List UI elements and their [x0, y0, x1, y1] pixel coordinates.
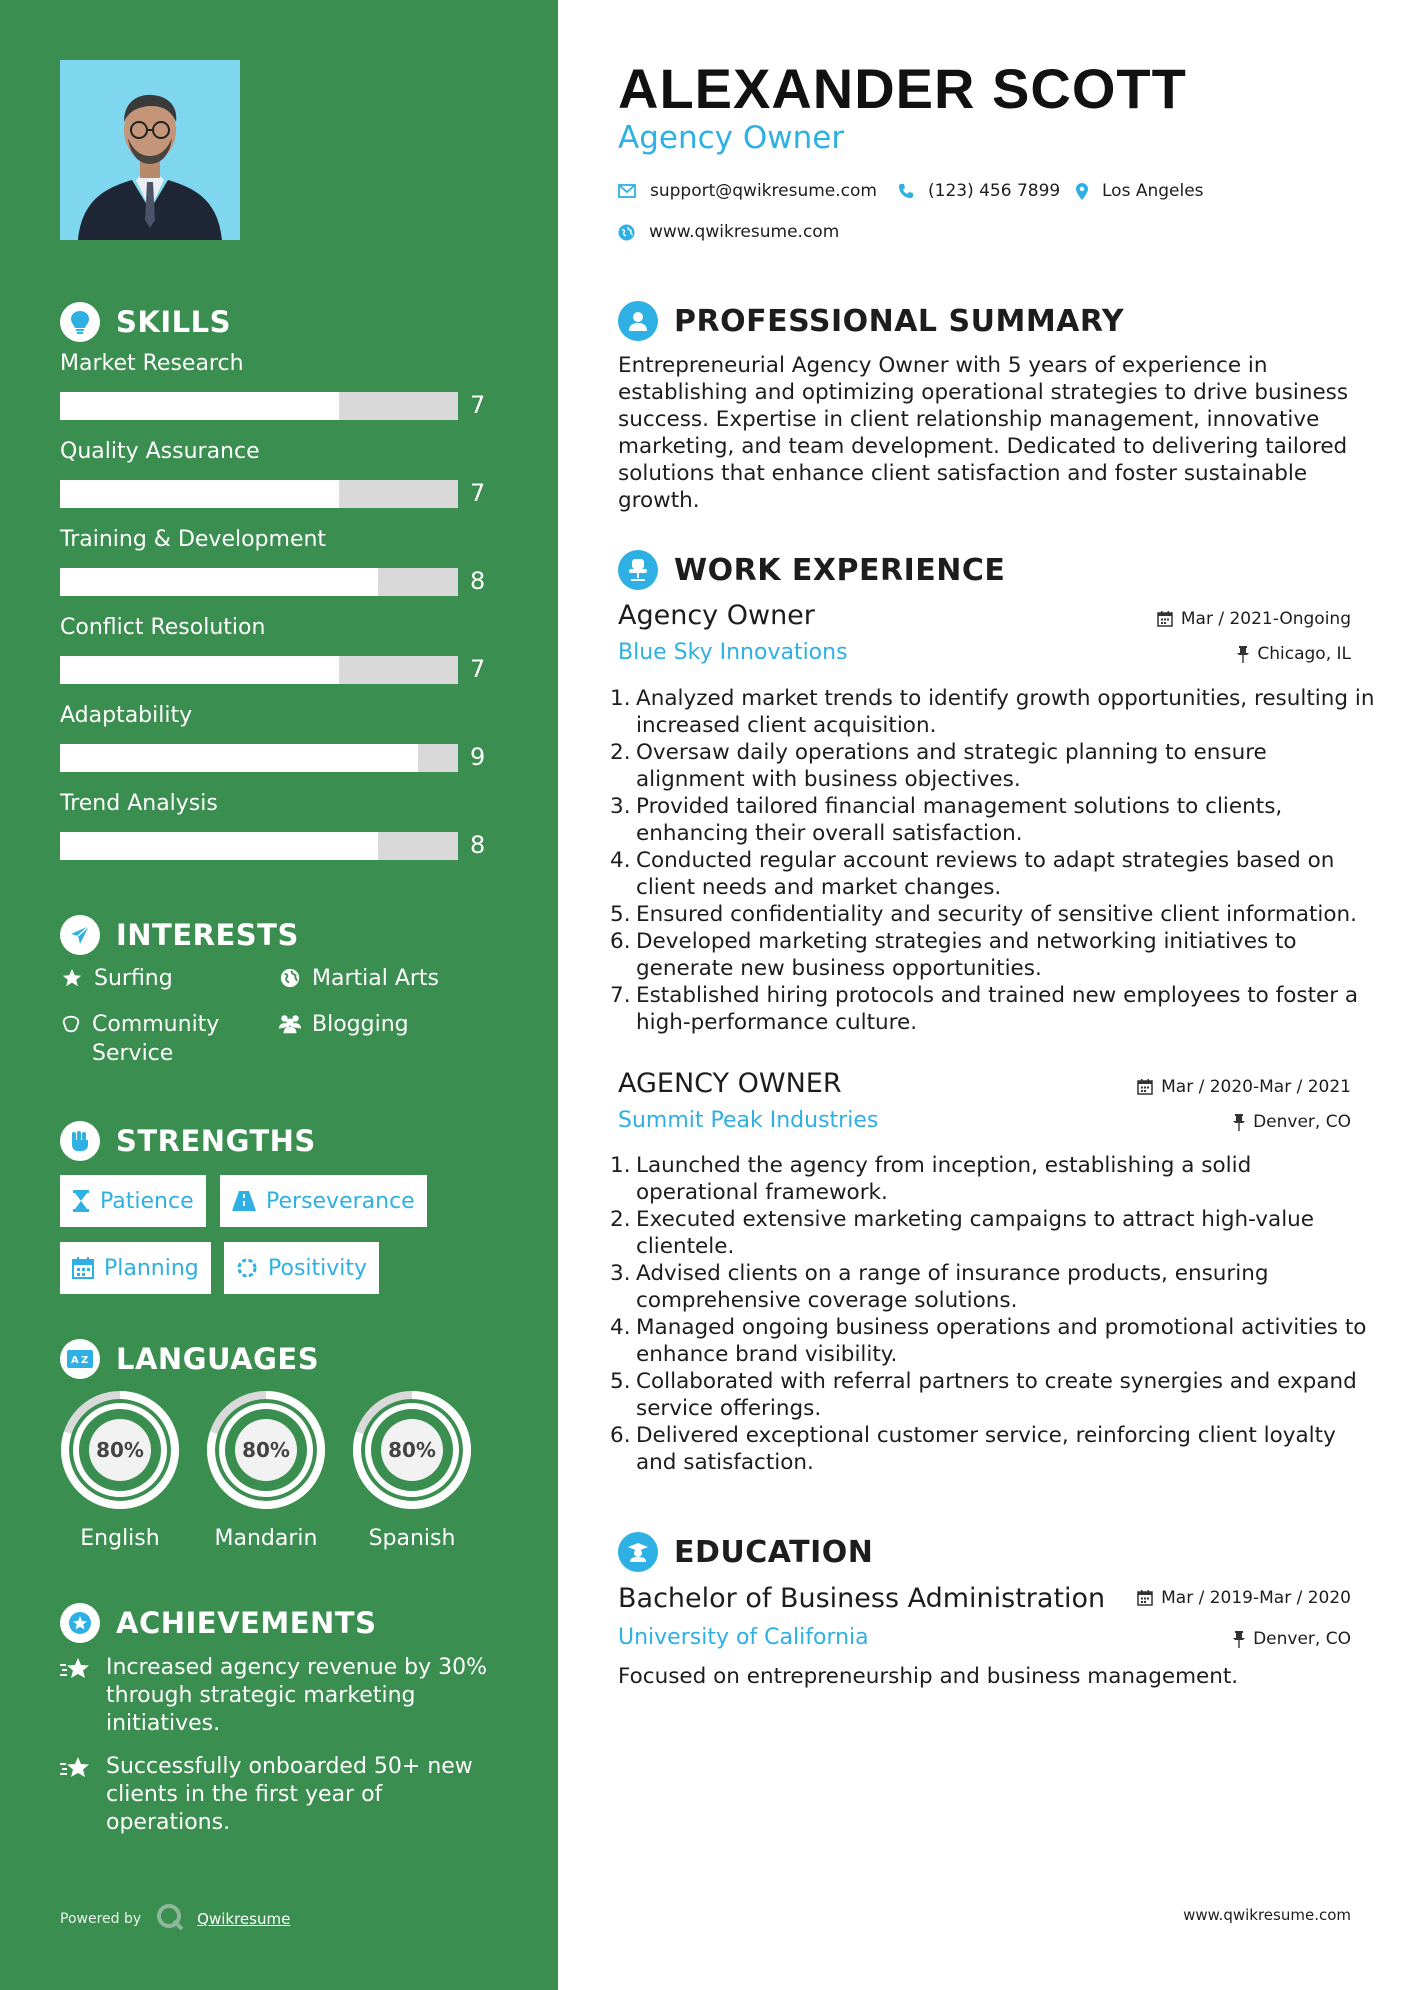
calendar-icon — [1137, 1590, 1153, 1606]
paper-plane-icon — [60, 915, 100, 955]
language-name: Mandarin — [214, 1526, 318, 1551]
skill-level: 7 — [470, 391, 486, 419]
skill-bar — [60, 744, 458, 772]
skill-level: 8 — [470, 567, 486, 595]
skills-header — [60, 302, 231, 342]
lightbulb-icon — [60, 302, 100, 342]
main-content — [558, 0, 1407, 1990]
achievement-text: Increased agency revenue by 30% through strategic marketing initiatives. — [106, 1655, 488, 1736]
road-icon — [232, 1191, 256, 1211]
interest-item — [60, 964, 173, 993]
language-item — [350, 1388, 474, 1551]
language-name: Spanish — [368, 1526, 456, 1551]
pin-icon — [1237, 646, 1249, 663]
job-bullet: Advised clients on a range of insurance products, ensuring comprehensive coverage solutions. — [636, 1261, 1269, 1313]
job-bullet-list — [610, 1152, 1380, 1476]
skill-bar-fill — [60, 392, 339, 420]
powered-by-label: Powered by — [60, 1911, 142, 1927]
strength-label: Perseverance — [266, 1188, 415, 1214]
achievements-title: ACHIEVEMENTS — [116, 1606, 377, 1640]
user-icon — [618, 301, 658, 341]
strengths-header — [60, 1121, 316, 1161]
contact-email[interactable] — [618, 181, 877, 201]
hourglass-icon — [72, 1190, 90, 1212]
location-text: Los Angeles — [1102, 181, 1204, 201]
calendar-icon — [1157, 611, 1173, 627]
interest-label: Blogging — [312, 1012, 409, 1037]
achievement-item — [60, 1753, 500, 1837]
strength-tag — [220, 1175, 427, 1227]
job-dates — [1137, 1077, 1351, 1097]
interest-label: Surfing — [94, 966, 173, 991]
website-text: www.qwikresume.com — [649, 222, 840, 242]
skill-name: Adaptability — [60, 703, 193, 728]
circle-notch-icon — [236, 1257, 258, 1279]
pin-icon — [1233, 1631, 1245, 1648]
interest-label: Martial Arts — [312, 966, 440, 991]
email-text: support@qwikresume.com — [650, 181, 877, 201]
skill-bar-fill — [60, 656, 339, 684]
pin-icon — [1233, 1114, 1245, 1131]
graduate-icon — [618, 1532, 658, 1572]
phone-icon — [898, 183, 914, 199]
job-dates — [1157, 609, 1351, 629]
map-marker-icon — [1076, 183, 1088, 200]
users-icon — [278, 1010, 302, 1035]
job-title: Agency Owner — [618, 600, 815, 631]
job-bullet: Established hiring protocols and trained new employees to foster a high-performance culture. — [636, 983, 1359, 1035]
profile-photo — [60, 60, 240, 240]
office-chair-icon — [618, 550, 658, 590]
skill-bar — [60, 480, 458, 508]
skill-name: Quality Assurance — [60, 439, 260, 464]
skill-bar-fill — [60, 832, 378, 860]
job-location-text: Chicago, IL — [1257, 644, 1351, 664]
strength-label: Patience — [100, 1188, 194, 1214]
education-header — [618, 1532, 873, 1572]
job-bullet: Managed ongoing business operations and promotional activities to enhance brand visibility. — [636, 1315, 1367, 1367]
candidate-title: Agency Owner — [618, 120, 845, 156]
job-bullet: Executed extensive marketing campaigns to attract high-value clientele. — [636, 1207, 1315, 1259]
job-bullet: Collaborated with referral partners to create synergies and expand service offerings. — [636, 1369, 1357, 1421]
summary-header — [618, 301, 1124, 341]
job-bullet: Provided tailored financial management solutions to clients, enhancing their overall satisfaction. — [636, 794, 1283, 846]
envelope-icon — [618, 184, 636, 198]
job-location — [1233, 1112, 1351, 1132]
achievement-text: Successfully onboarded 50+ new clients in the first year of operations. — [106, 1754, 473, 1835]
candidate-name: ALEXANDER SCOTT — [618, 57, 1187, 120]
skill-level: 8 — [470, 831, 486, 859]
star-icon — [60, 964, 84, 989]
skill-level: 7 — [470, 655, 486, 683]
skill-bar — [60, 392, 458, 420]
language-icon — [60, 1339, 100, 1379]
summary-text: Entrepreneurial Agency Owner with 5 years of experience in establishing and optimizing operational strategies to drive business success. Expertise in client relationship management, innovative marketing, and team development. Dedicated to delivering tailored solutions that enhance client satisfaction and foster sustainable growth. — [618, 353, 1349, 513]
phone-text: (123) 456 7899 — [928, 181, 1061, 201]
strength-label: Planning — [104, 1255, 199, 1281]
language-percent: 80% — [242, 1438, 290, 1462]
job-bullet: Delivered exceptional customer service, reinforcing client loyalty and satisfaction. — [636, 1423, 1336, 1475]
skill-bar-fill — [60, 568, 378, 596]
skill-name: Training & Development — [60, 527, 327, 552]
job-bullet-list — [610, 685, 1380, 1036]
strength-label: Positivity — [268, 1255, 368, 1281]
languages-header — [60, 1339, 319, 1379]
badge-star-icon — [60, 1603, 100, 1643]
contact-phone[interactable] — [898, 181, 1060, 201]
powered-by — [60, 1902, 290, 1936]
skills-title: SKILLS — [116, 305, 231, 339]
skill-name: Conflict Resolution — [60, 615, 266, 640]
language-item — [58, 1388, 182, 1551]
languages-title: LANGUAGES — [116, 1342, 320, 1376]
interest-item — [278, 964, 439, 993]
language-percent: 80% — [96, 1438, 144, 1462]
experience-title: WORK EXPERIENCE — [674, 552, 1006, 588]
job-title: AGENCY OWNER — [618, 1068, 842, 1099]
svg-text:A: A — [71, 1355, 79, 1366]
calendar-icon — [1137, 1079, 1153, 1095]
skill-bar — [60, 656, 458, 684]
shooting-star-icon — [60, 1753, 94, 1789]
job-bullet: Ensured confidentiality and security of sensitive client information. — [636, 902, 1358, 927]
skill-level: 9 — [470, 743, 486, 771]
degree-title: Bachelor of Business Administration — [618, 1583, 1106, 1614]
strength-tag — [224, 1242, 379, 1294]
education-location-text: Denver, CO — [1253, 1629, 1351, 1649]
job-company: Summit Peak Industries — [618, 1108, 879, 1133]
experience-header — [618, 550, 1005, 590]
language-item — [204, 1388, 328, 1551]
contact-website[interactable] — [618, 222, 839, 242]
strength-tag — [60, 1175, 206, 1227]
job-bullet: Conducted regular account reviews to adapt strategies based on client needs and market changes. — [636, 848, 1335, 900]
skill-bar — [60, 568, 458, 596]
skill-bar-fill — [60, 480, 339, 508]
language-name: English — [80, 1526, 160, 1551]
skill-name: Market Research — [60, 351, 244, 376]
skill-name: Trend Analysis — [60, 791, 218, 816]
achievement-item — [60, 1654, 500, 1738]
qwikresume-logo-icon — [155, 1902, 185, 1936]
job-bullet: Developed marketing strategies and networking initiatives to generate new business opportunities. — [636, 929, 1297, 981]
job-bullet: Oversaw daily operations and strategic planning to ensure alignment with business objectives. — [636, 740, 1267, 792]
skill-bar-fill — [60, 744, 418, 772]
svg-text:Z: Z — [81, 1355, 89, 1366]
calendar-icon — [72, 1257, 94, 1279]
education-dates-text: Mar / 2019-Mar / 2020 — [1161, 1588, 1351, 1608]
language-progress-ring — [350, 1388, 474, 1512]
job-location — [1237, 644, 1351, 664]
language-progress-ring — [204, 1388, 328, 1512]
interest-item — [60, 1010, 240, 1068]
education-dates — [1137, 1588, 1351, 1608]
school-name: University of California — [618, 1625, 869, 1650]
interests-header — [60, 915, 299, 955]
contact-location — [1076, 181, 1204, 201]
interest-label: Community Service — [92, 1012, 220, 1066]
summary-title: PROFESSIONAL SUMMARY — [674, 303, 1125, 339]
job-bullet: Launched the agency from inception, establishing a solid operational framework. — [636, 1153, 1252, 1205]
job-location-text: Denver, CO — [1253, 1112, 1351, 1132]
education-description: Focused on entrepreneurship and business management. — [618, 1664, 1239, 1689]
sidebar — [0, 0, 558, 1990]
job-dates-text: Mar / 2021-Ongoing — [1180, 609, 1351, 629]
footer-website[interactable]: www.qwikresume.com — [1183, 1906, 1351, 1924]
globe-icon — [618, 224, 635, 241]
language-percent: 80% — [388, 1438, 436, 1462]
achievements-header — [60, 1603, 376, 1643]
language-progress-ring — [58, 1388, 182, 1512]
education-title: EDUCATION — [674, 1534, 874, 1570]
strength-tag — [60, 1242, 211, 1294]
qwikresume-link[interactable]: Qwikresume — [197, 1910, 291, 1928]
hand-icon — [60, 1010, 82, 1035]
education-location — [1233, 1629, 1351, 1649]
job-company: Blue Sky Innovations — [618, 640, 848, 665]
globe-icon — [278, 964, 302, 989]
interest-item — [278, 1010, 409, 1039]
interests-title: INTERESTS — [116, 918, 299, 952]
job-bullet: Analyzed market trends to identify growth opportunities, resulting in increased client acquisition. — [636, 686, 1375, 738]
strengths-title: STRENGTHS — [116, 1124, 316, 1158]
fist-icon — [60, 1121, 100, 1161]
skill-bar — [60, 832, 458, 860]
shooting-star-icon — [60, 1654, 94, 1690]
job-dates-text: Mar / 2020-Mar / 2021 — [1161, 1077, 1351, 1097]
skill-level: 7 — [470, 479, 486, 507]
